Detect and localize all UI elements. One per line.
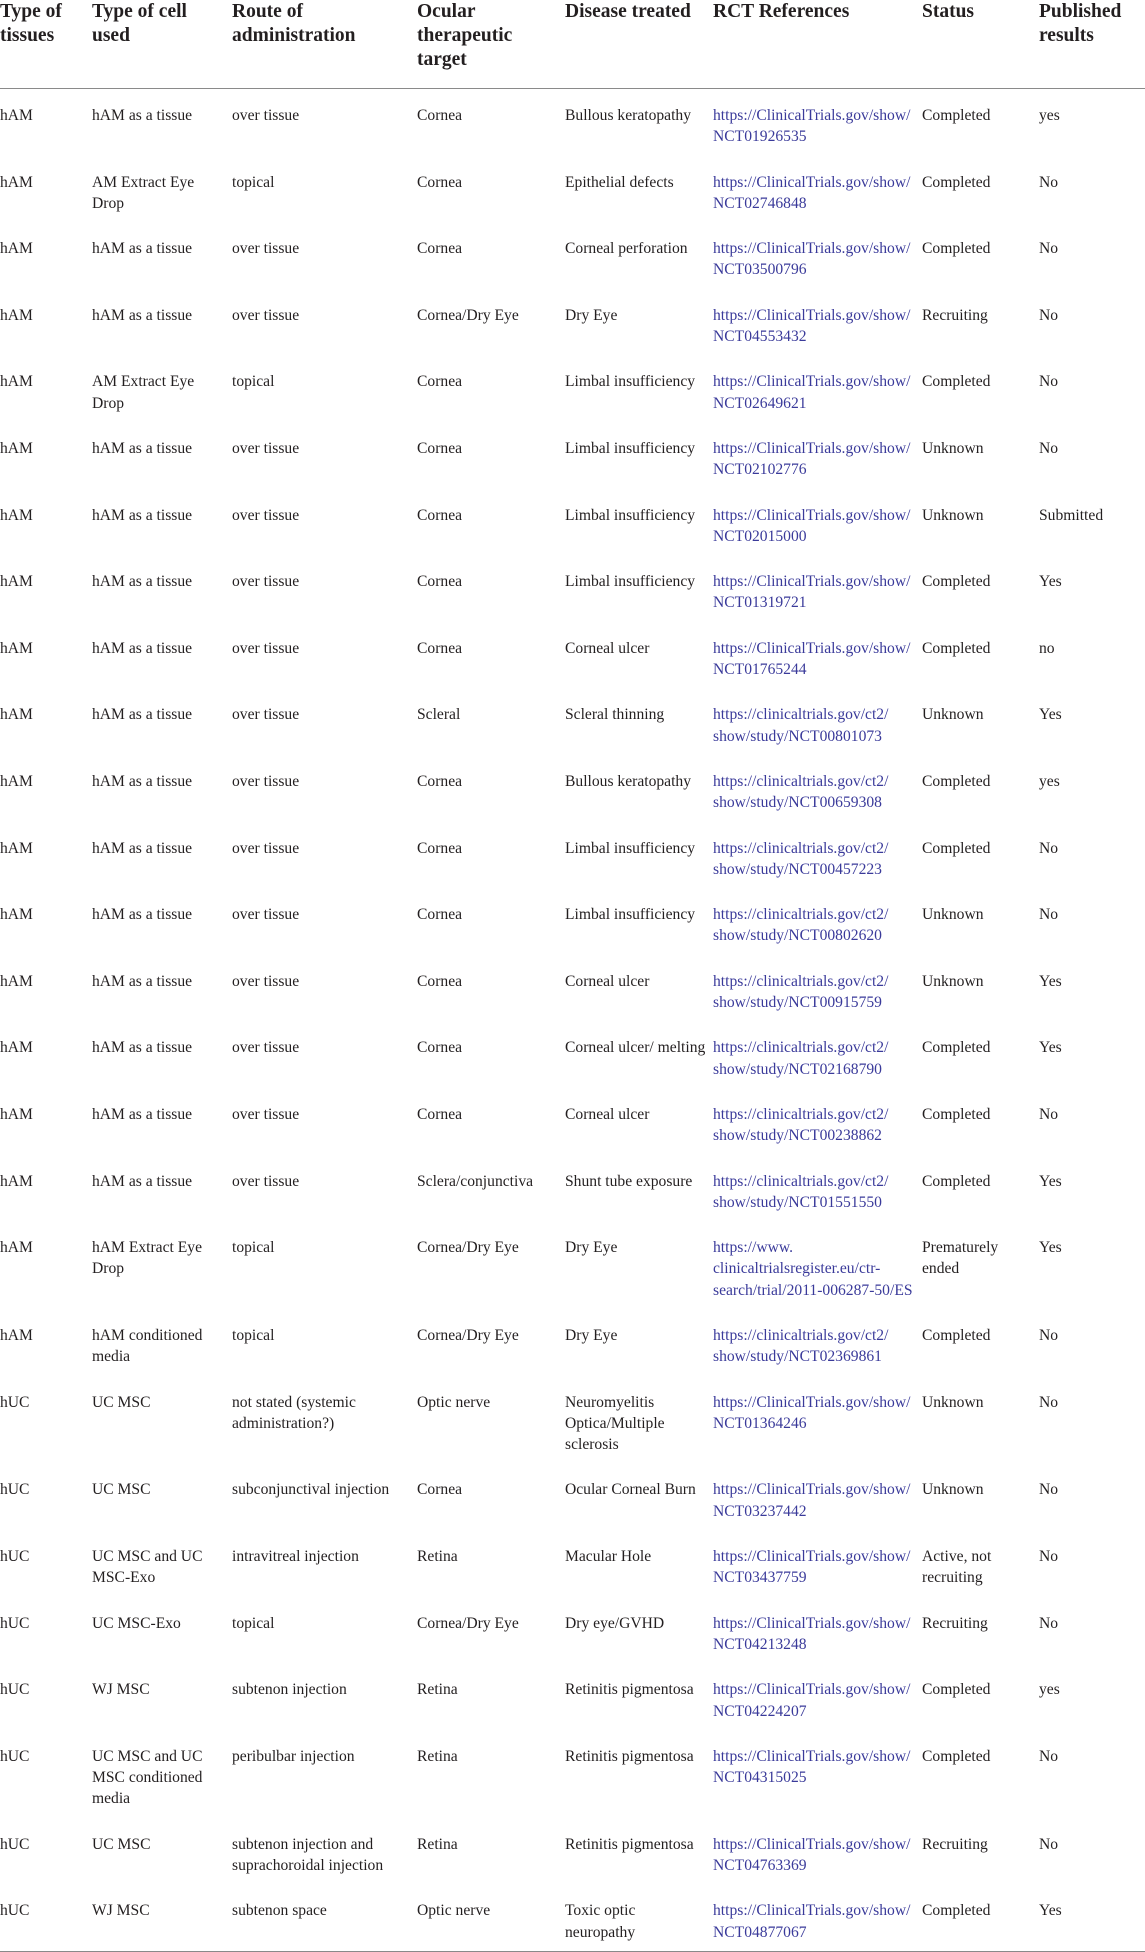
cell-reference — [713, 688, 922, 755]
cell-route: over tissue — [232, 839, 300, 857]
cell-published: No — [1039, 439, 1059, 457]
cell-target: Cornea — [417, 240, 463, 258]
cell-cell-type: WJ MSC — [92, 1681, 150, 1699]
cell-route: over tissue — [232, 1172, 300, 1190]
rct-reference-link[interactable]: https://ClinicalTrials.gov/show/NCT03237442 — [713, 1481, 911, 1520]
cell-disease: Dry eye/GVHD — [565, 1614, 665, 1632]
cell-tissue-type: hUC — [0, 1681, 30, 1699]
rct-reference-link[interactable]: https://ClinicalTrials.gov/show/NCT02102776 — [713, 439, 911, 479]
table-row — [0, 888, 1145, 955]
table-row — [0, 1597, 1145, 1664]
cell-route: topical — [232, 173, 275, 191]
cell-cell-type: UC MSC-Exo — [92, 1614, 181, 1632]
cell-route: over tissue — [232, 240, 300, 258]
table-row — [0, 489, 1145, 556]
cell-reference — [713, 955, 922, 1022]
rct-reference-link[interactable]: https://clinicaltrials.gov/ct2/show/study/NCT01551550 — [713, 1172, 889, 1211]
cell-tissue-type: hAM — [0, 1172, 33, 1190]
cell-tissue-type: hAM — [0, 839, 33, 857]
cell-status: Completed — [922, 1172, 991, 1190]
cell-cell-type: hAM as a tissue — [92, 972, 193, 990]
cell-tissue-type: hUC — [0, 1481, 30, 1499]
cell-cell-type: hAM as a tissue — [92, 1172, 193, 1190]
header-type-of-cell-used: Type of cell used — [92, 0, 232, 89]
cell-target: Retina — [417, 1548, 458, 1566]
rct-reference-link[interactable]: https://ClinicalTrials.gov/show/NCT04315025 — [713, 1747, 911, 1787]
cell-tissue-type: hAM — [0, 373, 33, 391]
table-row — [0, 1530, 1145, 1597]
cell-cell-type: AM Extract Eye Drop — [92, 373, 195, 412]
cell-reference — [713, 755, 922, 822]
cell-status: Completed — [922, 1884, 1039, 1951]
cell-disease: Retinitis pigmentosa — [565, 1835, 694, 1853]
cell-target: Cornea — [417, 906, 463, 924]
table-row — [0, 1663, 1145, 1730]
table-row — [0, 622, 1145, 689]
cell-reference — [713, 1818, 922, 1885]
header-type-of-tissues: Type of tissues — [0, 0, 92, 89]
cell-cell-type: hAM as a tissue — [92, 772, 193, 790]
cell-status: Active, not recruiting — [922, 1548, 992, 1587]
cell-cell-type: UC MSC — [92, 1481, 151, 1499]
cell-target: Cornea — [417, 839, 463, 857]
rct-reference-link[interactable]: https://ClinicalTrials.gov/show/NCT04763369 — [713, 1835, 911, 1875]
cell-tissue-type: hUC — [0, 1835, 30, 1853]
cell-disease: Epithelial defects — [565, 173, 674, 191]
cell-status: Completed — [922, 639, 991, 657]
cell-cell-type: hAM as a tissue — [92, 639, 193, 657]
cell-reference — [713, 1730, 922, 1818]
cell-route: topical — [232, 1614, 275, 1632]
cell-target: Optic nerve — [417, 1884, 565, 1951]
cell-cell-type: UC MSC and UC MSC conditioned media — [92, 1747, 203, 1808]
cell-disease: Limbal insufficiency — [565, 373, 696, 391]
cell-disease: Limbal insufficiency — [565, 839, 696, 857]
cell-tissue-type: hUC — [0, 1393, 30, 1411]
cell-tissue-type: hAM — [0, 706, 33, 724]
cell-published: No — [1039, 306, 1059, 324]
cell-target: Retina — [417, 1835, 458, 1853]
cell-cell-type: hAM as a tissue — [92, 906, 193, 924]
cell-disease: Corneal ulcer — [565, 639, 650, 657]
cell-published: No — [1039, 1105, 1059, 1123]
rct-reference-link[interactable]: https://www.clinicaltrialsregister.eu/ctr-search/trial/2011-006287-50/ES — [713, 1239, 913, 1299]
table-row — [0, 755, 1145, 822]
rct-reference-link[interactable]: https://clinicaltrials.gov/ct2/show/study/NCT00457223 — [713, 839, 889, 878]
cell-reference — [713, 1597, 922, 1664]
cell-reference — [713, 1088, 922, 1155]
table-row — [0, 289, 1145, 356]
cell-status: Completed — [922, 1105, 991, 1123]
cell-status: Unknown — [922, 506, 984, 524]
cell-disease: Dry Eye — [565, 306, 618, 324]
cell-published: Submitted — [1039, 506, 1104, 524]
cell-cell-type: hAM as a tissue — [92, 439, 193, 457]
cell-reference — [713, 822, 922, 889]
cell-status: Completed — [922, 839, 991, 857]
cell-published: Yes — [1039, 706, 1062, 724]
cell-cell-type: hAM as a tissue — [92, 706, 193, 724]
cell-published: Yes — [1039, 972, 1062, 990]
cell-reference — [713, 489, 922, 556]
cell-published: Yes — [1039, 1039, 1062, 1057]
cell-target: Cornea — [417, 1105, 463, 1123]
cell-published: No — [1039, 373, 1059, 391]
cell-published: Yes — [1039, 1239, 1062, 1257]
cell-tissue-type: hAM — [0, 306, 33, 324]
rct-reference-link[interactable]: https://clinicaltrials.gov/ct2/show/study/NCT00801073 — [713, 706, 889, 745]
cell-tissue-type: hAM — [0, 772, 33, 790]
cell-reference — [713, 1376, 922, 1464]
cell-route: over tissue — [232, 706, 300, 724]
table-row — [0, 1309, 1145, 1376]
cell-tissue-type: hAM — [0, 972, 33, 990]
rct-reference-link[interactable]: https://clinicaltrials.gov/ct2/show/study/NCT02369861 — [713, 1326, 889, 1366]
cell-published: No — [1039, 1548, 1059, 1566]
cell-status: Completed — [922, 373, 991, 391]
cell-target: Retina — [417, 1681, 458, 1699]
cell-disease: Shunt tube exposure — [565, 1172, 693, 1190]
cell-cell-type: WJ MSC — [92, 1884, 232, 1951]
cell-disease: Bullous keratopathy — [565, 772, 692, 790]
cell-published: Yes — [1039, 1884, 1145, 1951]
cell-published: Yes — [1039, 573, 1062, 591]
cell-tissue-type: hAM — [0, 639, 33, 657]
header-published-results: Published results — [1039, 0, 1145, 89]
rct-reference-link[interactable]: https://ClinicalTrials.gov/show/NCT02015000 — [713, 506, 911, 545]
cell-route: topical — [232, 1326, 275, 1344]
cell-disease: Corneal ulcer — [565, 972, 650, 990]
rct-reference-link[interactable]: https://ClinicalTrials.gov/show/NCT02649621 — [713, 373, 911, 412]
cell-disease: Dry Eye — [565, 1326, 618, 1344]
cell-published: No — [1039, 906, 1059, 924]
cell-status: Recruiting — [922, 1614, 988, 1632]
cell-cell-type: hAM as a tissue — [92, 1105, 193, 1123]
cell-status: Unknown — [922, 439, 984, 457]
rct-reference-link[interactable]: https://ClinicalTrials.gov/show/NCT02746848 — [713, 173, 911, 212]
cell-target: Cornea — [417, 573, 463, 591]
rct-reference-link[interactable]: https://ClinicalTrials.gov/show/NCT04553432 — [713, 306, 911, 346]
cell-tissue-type: hUC — [0, 1884, 92, 1951]
cell-published: No — [1039, 1614, 1059, 1632]
cell-route: intravitreal injection — [232, 1548, 359, 1566]
table-row — [0, 156, 1145, 223]
cell-reference — [713, 222, 922, 289]
cell-reference — [713, 1221, 922, 1309]
rct-reference-link[interactable]: https://clinicaltrials.gov/ct2/show/study/NCT00915759 — [713, 972, 889, 1012]
cell-status: Completed — [922, 173, 991, 191]
cell-reference — [713, 1884, 922, 1951]
cell-reference — [713, 622, 922, 689]
cell-target: Cornea/Dry Eye — [417, 1326, 519, 1344]
cell-tissue-type: hAM — [0, 1326, 33, 1344]
header-disease-treated: Disease treated — [565, 0, 713, 89]
cell-published: No — [1039, 1747, 1059, 1765]
cell-reference — [713, 1663, 922, 1730]
cell-cell-type: hAM as a tissue — [92, 573, 193, 591]
table-body — [0, 89, 1145, 1952]
cell-disease: Dry Eye — [565, 1239, 618, 1257]
cell-cell-type: hAM as a tissue — [92, 1039, 193, 1057]
table-row — [0, 822, 1145, 889]
table-row — [0, 1730, 1145, 1818]
cell-target: Retina — [417, 1747, 458, 1765]
cell-target: Cornea — [417, 639, 463, 657]
cell-published: No — [1039, 1393, 1059, 1411]
cell-cell-type: hAM as a tissue — [92, 506, 193, 524]
cell-cell-type: UC MSC — [92, 1835, 151, 1853]
rct-reference-link[interactable]: https://clinicaltrials.gov/ct2/show/study/NCT00659308 — [713, 772, 889, 812]
cell-published: Yes — [1039, 1172, 1062, 1190]
cell-published: No — [1039, 1481, 1059, 1499]
cell-status: Unknown — [922, 1393, 984, 1411]
cell-disease: Retinitis pigmentosa — [565, 1747, 694, 1765]
table-row — [0, 1221, 1145, 1309]
cell-reference — [713, 1530, 922, 1597]
cell-disease: Toxic optic neuropathy — [565, 1884, 713, 1951]
cell-route: subconjunctival injection — [232, 1481, 390, 1499]
cell-route: over tissue — [232, 1105, 300, 1123]
rct-reference-link[interactable]: https://clinicaltrials.gov/ct2/show/study/NCT02168790 — [713, 1039, 889, 1078]
cell-cell-type: hAM as a tissue — [92, 306, 193, 324]
rct-reference-link[interactable]: https://ClinicalTrials.gov/show/NCT01364246 — [713, 1393, 911, 1432]
cell-disease: Limbal insufficiency — [565, 506, 696, 524]
cell-status: Unknown — [922, 706, 984, 724]
cell-published: yes — [1039, 107, 1060, 124]
cell-reference — [713, 1309, 922, 1376]
cell-tissue-type: hUC — [0, 1614, 30, 1632]
cell-route: not stated (systemic administration?) — [232, 1393, 356, 1432]
cell-disease: Limbal insufficiency — [565, 439, 696, 457]
cell-reference — [713, 1155, 922, 1222]
cell-status: Recruiting — [922, 306, 988, 324]
table-row — [0, 1818, 1145, 1885]
cell-status: Completed — [922, 772, 991, 790]
cell-status: Recruiting — [922, 1835, 988, 1853]
cell-cell-type: UC MSC and UC MSC-Exo — [92, 1548, 203, 1587]
cell-route: over tissue — [232, 573, 300, 591]
cell-route: subtenon space — [232, 1884, 417, 1951]
cell-route: topical — [232, 373, 275, 391]
cell-target: Cornea — [417, 173, 463, 191]
cell-tissue-type: hAM — [0, 173, 33, 191]
rct-reference-link[interactable]: https://ClinicalTrials.gov/show/NCT03500796 — [713, 240, 911, 279]
cell-tissue-type: hAM — [0, 1039, 33, 1057]
cell-status: Completed — [922, 1039, 991, 1057]
cell-cell-type: hAM Extract Eye Drop — [92, 1239, 202, 1278]
cell-cell-type: AM Extract Eye Drop — [92, 173, 195, 212]
cell-target: Cornea — [417, 1039, 463, 1057]
cell-tissue-type: hAM — [0, 107, 33, 124]
cell-target: Cornea/Dry Eye — [417, 1239, 519, 1257]
cell-status: Unknown — [922, 906, 984, 924]
cell-cell-type: UC MSC — [92, 1393, 151, 1411]
table-row — [0, 222, 1145, 289]
cell-tissue-type: hAM — [0, 439, 33, 457]
cell-route: over tissue — [232, 906, 300, 924]
cell-disease: Retinitis pigmentosa — [565, 1681, 694, 1699]
cell-target: Cornea — [417, 107, 463, 124]
cell-tissue-type: hUC — [0, 1548, 30, 1566]
header-route-of-administration: Route of administration — [232, 0, 417, 89]
cell-published: No — [1039, 240, 1059, 258]
cell-route: over tissue — [232, 772, 300, 790]
table-row — [0, 1884, 1145, 1951]
cell-reference — [713, 1021, 922, 1088]
cell-tissue-type: hAM — [0, 240, 33, 258]
cell-target: Cornea — [417, 772, 463, 790]
cell-target: Sclera/conjunctiva — [417, 1172, 534, 1190]
cell-status: Completed — [922, 1681, 991, 1699]
table-header — [0, 0, 1145, 89]
table-row — [0, 955, 1145, 1022]
cell-route: over tissue — [232, 439, 300, 457]
cell-disease: Limbal insufficiency — [565, 573, 696, 591]
rct-reference-link[interactable]: https://ClinicalTrials.gov/show/NCT04224207 — [713, 1681, 911, 1720]
cell-disease: Ocular Corneal Burn — [565, 1481, 696, 1499]
cell-cell-type: hAM as a tissue — [92, 839, 193, 857]
cell-status: Unknown — [922, 972, 984, 990]
rct-reference-link[interactable]: https://ClinicalTrials.gov/show/NCT01926535 — [713, 107, 911, 146]
cell-published: yes — [1039, 772, 1060, 790]
cell-disease: Corneal ulcer/ melting — [565, 1039, 706, 1057]
rct-reference-link[interactable]: https://ClinicalTrials.gov/show/NCT04877067 — [713, 1902, 911, 1941]
table-row — [0, 688, 1145, 755]
cell-route: over tissue — [232, 107, 300, 124]
cell-route: over tissue — [232, 639, 300, 657]
cell-route: topical — [232, 1239, 275, 1257]
cell-reference — [713, 289, 922, 356]
table-row — [0, 1463, 1145, 1530]
cell-disease: Neuromyelitis Optica/Multiple sclerosis — [565, 1393, 665, 1454]
cell-published: No — [1039, 839, 1059, 857]
cell-target: Cornea — [417, 972, 463, 990]
cell-target: Cornea — [417, 439, 463, 457]
cell-tissue-type: hUC — [0, 1747, 30, 1765]
table-row — [0, 355, 1145, 422]
cell-disease: Scleral thinning — [565, 706, 665, 724]
cell-reference — [713, 1463, 922, 1530]
cell-route: over tissue — [232, 972, 300, 990]
rct-reference-link[interactable]: https://clinicaltrials.gov/ct2/show/study/NCT00802620 — [713, 906, 889, 945]
cell-target: Optic nerve — [417, 1393, 491, 1411]
cell-route: over tissue — [232, 506, 300, 524]
rct-reference-link[interactable]: https://clinicaltrials.gov/ct2/show/study/NCT00238862 — [713, 1105, 889, 1145]
table-row — [0, 1376, 1145, 1464]
cell-target: Cornea/Dry Eye — [417, 1614, 519, 1632]
cell-reference — [713, 156, 922, 223]
table-row — [0, 1021, 1145, 1088]
header-row — [0, 0, 1145, 89]
header-rct-references: RCT References — [713, 0, 922, 89]
cell-target: Cornea — [417, 373, 463, 391]
cell-status: Completed — [922, 573, 991, 591]
cell-route: over tissue — [232, 1039, 300, 1057]
cell-disease: Corneal perforation — [565, 240, 688, 258]
header-ocular-therapeutic-target: Ocular therapeutic target — [417, 0, 565, 89]
cell-reference — [713, 422, 922, 489]
cell-tissue-type: hAM — [0, 906, 33, 924]
cell-published: No — [1039, 173, 1059, 191]
cell-status: Completed — [922, 1747, 991, 1765]
cell-route: peribulbar injection — [232, 1747, 355, 1765]
cell-reference — [713, 355, 922, 422]
cell-target: Cornea — [417, 506, 463, 524]
cell-cell-type: hAM as a tissue — [92, 240, 193, 258]
cell-published: No — [1039, 1326, 1059, 1344]
table-row — [0, 555, 1145, 622]
table-row — [0, 1088, 1145, 1155]
table-row — [0, 89, 1145, 156]
table-row — [0, 422, 1145, 489]
header-status: Status — [922, 0, 1039, 89]
cell-disease: Macular Hole — [565, 1548, 652, 1566]
cell-cell-type: hAM conditioned media — [92, 1326, 203, 1366]
cell-tissue-type: hAM — [0, 573, 33, 591]
cell-reference — [713, 89, 922, 156]
cell-route: over tissue — [232, 306, 300, 324]
cell-disease: Bullous keratopathy — [565, 107, 692, 124]
rct-reference-link[interactable]: https://ClinicalTrials.gov/show/NCT01319721 — [713, 573, 911, 612]
rct-reference-link[interactable]: https://ClinicalTrials.gov/show/NCT01765244 — [713, 639, 911, 679]
cell-tissue-type: hAM — [0, 1105, 33, 1123]
cell-published: No — [1039, 1835, 1059, 1853]
cell-reference — [713, 888, 922, 955]
cell-status: Completed — [922, 107, 991, 124]
cell-disease: Corneal ulcer — [565, 1105, 650, 1123]
cell-disease: Limbal insufficiency — [565, 906, 696, 924]
cell-published: yes — [1039, 1681, 1060, 1699]
rct-reference-link[interactable]: https://ClinicalTrials.gov/show/NCT04213248 — [713, 1614, 911, 1653]
cell-status: Completed — [922, 1326, 991, 1344]
cell-route: subtenon injection — [232, 1681, 347, 1699]
rct-reference-link[interactable]: https://ClinicalTrials.gov/show/NCT03437759 — [713, 1548, 911, 1587]
cell-target: Cornea — [417, 1481, 463, 1499]
cell-status: Unknown — [922, 1481, 984, 1499]
cell-published: no — [1039, 639, 1055, 657]
cell-tissue-type: hAM — [0, 1239, 33, 1257]
cell-reference — [713, 555, 922, 622]
cell-status: Completed — [922, 240, 991, 258]
table-row — [0, 1155, 1145, 1222]
cell-target: Cornea/Dry Eye — [417, 306, 519, 324]
cell-tissue-type: hAM — [0, 506, 33, 524]
cell-cell-type: hAM as a tissue — [92, 107, 193, 124]
cell-target: Scleral — [417, 706, 461, 724]
cell-status: Prematurely ended — [922, 1239, 999, 1278]
cell-route: subtenon injection and suprachoroidal injection — [232, 1835, 384, 1875]
